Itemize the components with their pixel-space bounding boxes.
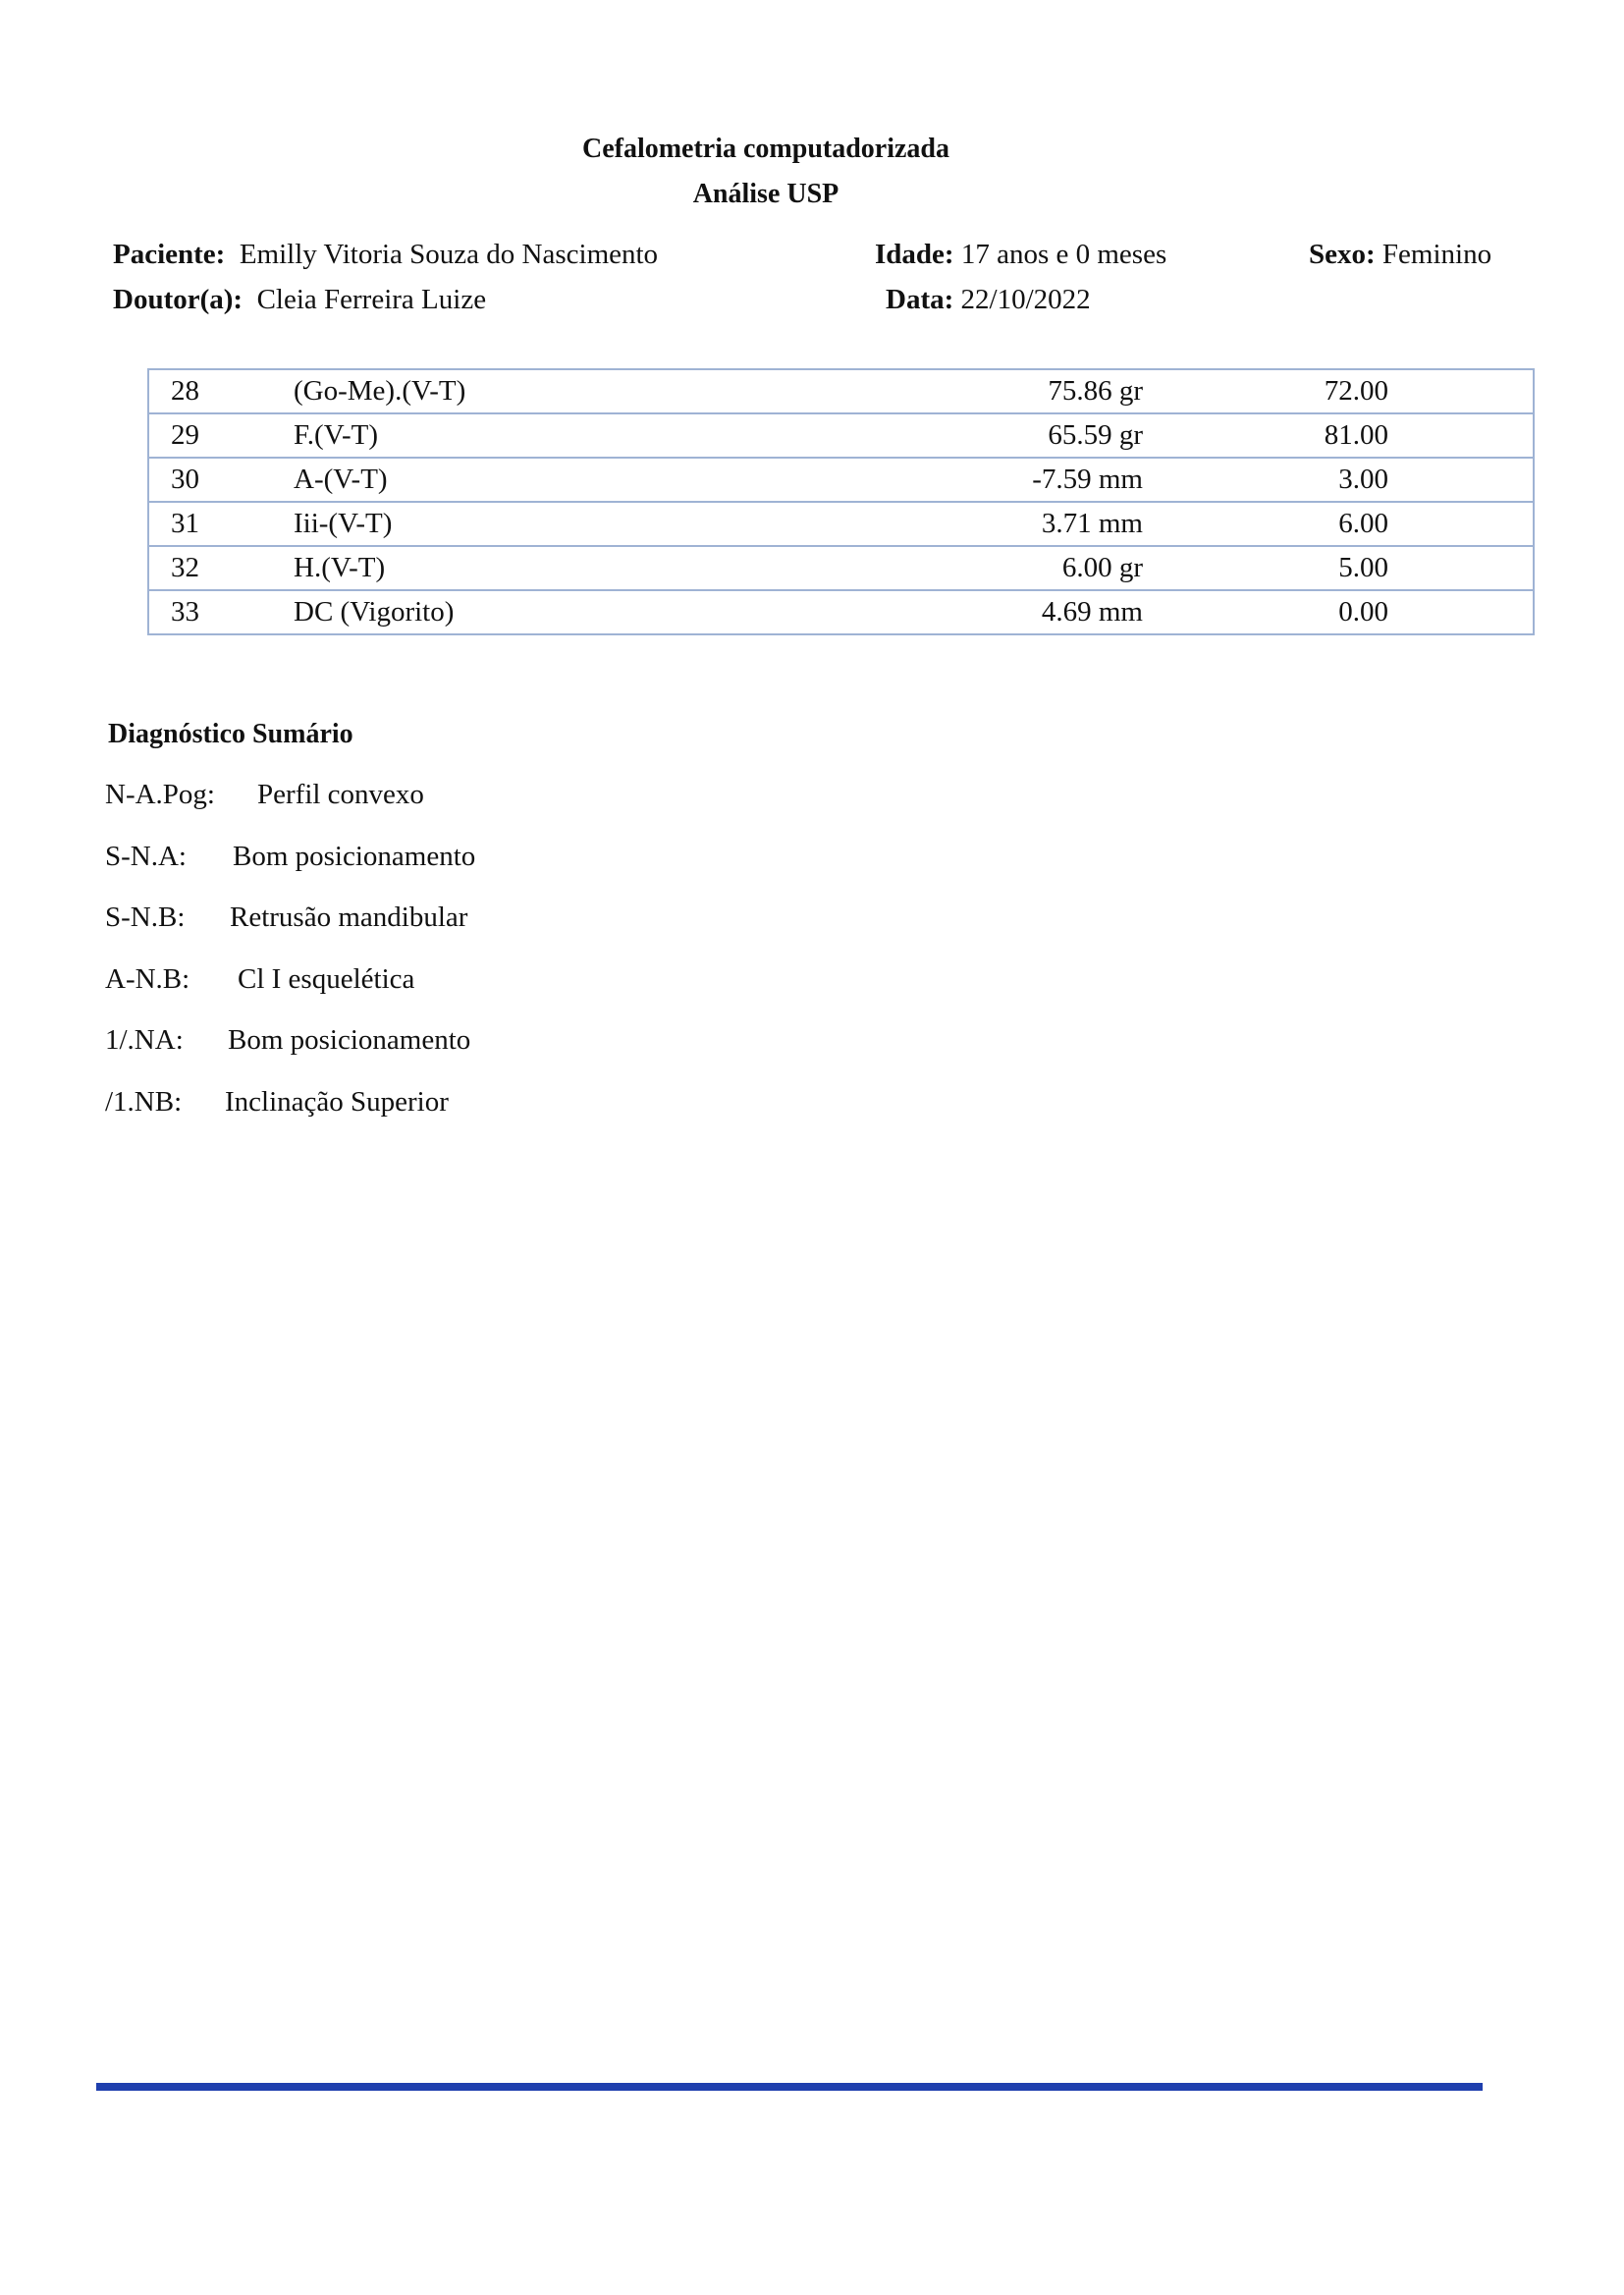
row-number: 30 [148,458,294,502]
reference-value: 3.00 [1143,458,1388,502]
diagnosis-label: 1/.NA: [105,1024,184,1056]
diagnosis-value: Bom posicionamento [233,840,476,872]
measurement-name: H.(V-T) [294,546,735,590]
report-subtitle: Análise USP [692,179,839,209]
measured-value: 65.59 gr [735,413,1143,458]
spacer [1388,502,1534,546]
table-row [148,458,1534,502]
age-label: Idade: [875,239,954,270]
table-row [148,546,1534,590]
patient-field [113,239,658,271]
measured-value: 3.71 mm [735,502,1143,546]
diagnosis-item [105,963,414,996]
patient-name: Emilly Vitoria Souza do Nascimento [239,239,659,270]
measurement-name: A-(V-T) [294,458,735,502]
diagnosis-label: S-N.B: [105,902,186,933]
diagnosis-value: Inclinação Superior [225,1085,449,1118]
row-number: 31 [148,502,294,546]
table-row [148,413,1534,458]
diagnosis-item [105,1086,449,1119]
sex-label: Sexo: [1309,239,1376,270]
row-number: 33 [148,590,294,634]
doctor-label: Doutor(a): [113,284,244,315]
diagnosis-value: Retrusão mandibular [230,902,468,933]
table-row [148,590,1534,634]
spacer [1388,413,1534,458]
measured-value: 6.00 gr [735,546,1143,590]
doctor-name: Cleia Ferreira Luize [256,284,487,315]
diagnosis-item [105,779,424,811]
spacer [1388,590,1534,634]
diagnosis-item [105,902,467,934]
diagnosis-value: Perfil convexo [257,779,424,810]
sex-field [1309,239,1491,271]
patient-label: Paciente: [113,239,226,270]
diagnosis-value: Cl I esquelética [238,962,415,995]
spacer [1388,369,1534,413]
reference-value: 6.00 [1143,502,1388,546]
diagnosis-label: N-A.Pog: [105,779,215,810]
date-value: 22/10/2022 [960,284,1091,315]
table-row [148,502,1534,546]
doctor-field [113,284,486,316]
footer-divider [96,2083,1483,2091]
measurement-name: (Go-Me).(V-T) [294,369,735,413]
measurement-name: DC (Vigorito) [294,590,735,634]
measurement-name: Iii-(V-T) [294,502,735,546]
row-number: 28 [148,369,294,413]
reference-value: 5.00 [1143,546,1388,590]
reference-value: 0.00 [1143,590,1388,634]
sex-value: Feminino [1381,239,1492,270]
reference-value: 72.00 [1143,369,1388,413]
spacer [1388,546,1534,590]
measured-value: 4.69 mm [735,590,1143,634]
measurement-name: F.(V-T) [294,413,735,458]
diagnosis-item [105,1024,470,1057]
spacer [1388,458,1534,502]
measurements-table [147,368,1535,635]
report-title: Cefalometria computadorizada [581,134,950,164]
reference-value: 81.00 [1143,413,1388,458]
row-number: 29 [148,413,294,458]
age-value: 17 anos e 0 meses [960,239,1167,270]
row-number: 32 [148,546,294,590]
table-row [148,369,1534,413]
diagnosis-title: Diagnóstico Sumário [108,719,353,749]
measured-value: -7.59 mm [735,458,1143,502]
measured-value: 75.86 gr [735,369,1143,413]
date-label: Data: [886,284,954,315]
age-field [875,239,1166,271]
diagnosis-label: /1.NB: [105,1085,183,1118]
date-field [886,284,1091,316]
diagnosis-label: A-N.B: [105,962,190,995]
diagnosis-value: Bom posicionamento [228,1024,471,1056]
diagnosis-item [105,841,475,873]
diagnosis-label: S-N.A: [105,840,187,872]
